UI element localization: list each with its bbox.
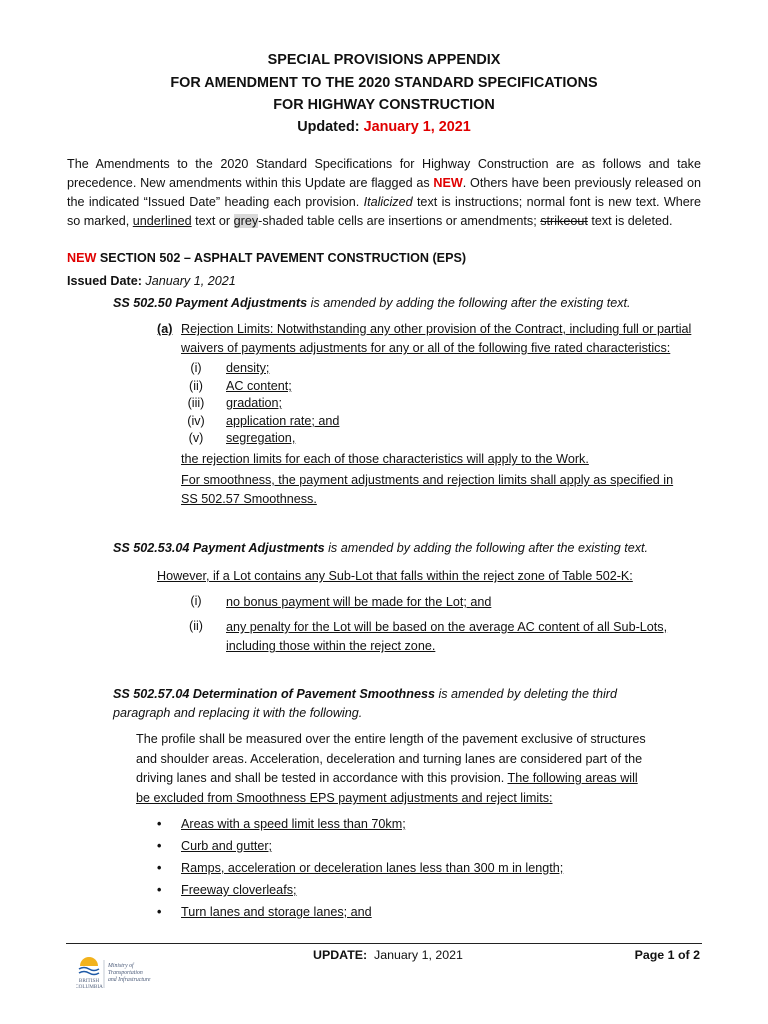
item-text: segregation, xyxy=(226,431,296,445)
new-flag: NEW xyxy=(433,176,463,190)
item-text: application rate; and xyxy=(226,414,340,428)
item-num: (i) xyxy=(190,594,202,608)
updated-line xyxy=(0,117,768,137)
profile-line-1: The profile shall be measured over the entire length of the pavement exclusive of structures xyxy=(136,732,646,746)
item-text: no bonus payment will be made for the Lot; and xyxy=(226,595,492,609)
list-item: • Freeway cloverleafs; xyxy=(157,883,297,897)
ss-502-57-04-instruction: SS 502.57.04 Determination of Pavement Smoothness is amended by deleting the third xyxy=(113,687,617,701)
title-line-1: SPECIAL PROVISIONS APPENDIX xyxy=(267,52,501,68)
logo-sun xyxy=(80,957,98,966)
item-text-continued: including those within the reject zone. xyxy=(226,639,436,653)
grey-highlight: grey xyxy=(233,214,259,228)
item-text: gradation; xyxy=(226,396,283,410)
item-num: (ii) xyxy=(189,379,203,393)
reject-zone-condition: However, if a Lot contains any Sub-Lot that falls within the reject zone of Table 502-K: xyxy=(157,569,633,583)
clause-a-after: the rejection limits for each of those characteristics will apply to the Work. xyxy=(181,452,589,466)
logo-ministry-1: Ministry of xyxy=(108,963,134,969)
item-num: (iv) xyxy=(187,414,205,428)
updated-label: Updated: xyxy=(297,119,360,135)
section-heading: NEW SECTION 502 – ASPHALT PAVEMENT CONSTRUCTION (EPS) xyxy=(67,251,467,265)
logo-ministry-2: Transportation xyxy=(108,970,143,976)
section-new-flag: NEW xyxy=(67,251,97,265)
smoothness-line-1: For smoothness, the payment adjustments and rejection limits shall apply as specified in xyxy=(181,473,674,487)
logo-wave xyxy=(79,968,99,971)
bc-logo-icon xyxy=(76,952,176,990)
list-item: • Ramps, acceleration or deceleration lanes less than 300 m in length; xyxy=(157,861,564,875)
list-item: • Curb and gutter; xyxy=(157,839,273,853)
item-text: any penalty for the Lot will be based on the average AC content of all Sub-Lots, xyxy=(226,620,668,634)
item-num: (v) xyxy=(188,431,204,445)
title-line-2: FOR AMENDMENT TO THE 2020 STANDARD SPECIFICATIONS xyxy=(170,75,598,91)
item-num: (i) xyxy=(190,361,202,375)
logo-province-2: COLUMBIA xyxy=(76,984,103,990)
issued-date: Issued Date: January 1, 2021 xyxy=(67,274,236,288)
ss-502-53-04-instruction: SS 502.53.04 Payment Adjustments is amended by adding the following after the existing text. xyxy=(113,541,649,555)
clause-a-line-1: Rejection Limits: Notwithstanding any other provision of the Contract, including full or partial xyxy=(181,322,692,336)
list-item: • Turn lanes and storage lanes; and xyxy=(157,905,372,919)
ministry-logo xyxy=(76,952,176,990)
footer-update: UPDATE: January 1, 2021 xyxy=(313,948,463,962)
logo-province-1: BRITISH xyxy=(78,978,100,984)
ss-502-57-04-instruction-2: paragraph and replacing it with the following. xyxy=(113,706,363,720)
profile-line-3: driving lanes and shall be tested in accordance with this provision. The following areas will xyxy=(136,771,638,785)
list-item: • Areas with a speed limit less than 70km; xyxy=(157,817,406,831)
profile-line-2: and shoulder areas. Acceleration, deceleration and turning lanes are considered part of the xyxy=(136,752,643,766)
clause-a-line-2: waivers of payments adjustments for any or all of the following five rated characteristics: xyxy=(181,341,671,355)
item-num: (iii) xyxy=(187,396,205,410)
smoothness-line-2: SS 502.57 Smoothness. xyxy=(181,492,317,506)
ss-502-50-instruction: SS 502.50 Payment Adjustments is amended by adding the following after the existing text. xyxy=(113,296,631,310)
footer-divider xyxy=(66,943,702,944)
profile-line-4: be excluded from Smoothness EPS payment adjustments and reject limits: xyxy=(136,791,553,805)
clause-a-label: (a) xyxy=(157,322,173,336)
intro-paragraph: The Amendments to the 2020 Standard Specifications for Highway Construction are as follows and take precedence. New amendments within this Update are flagged as NEW. Others have been previously released on the indicated “Issued Date” heading each provision. Italicized text is instructions; normal font is new text. Where so marked, underlined text or grey-shaded table cells are insertions or amendments; strikeout text is deleted. xyxy=(67,157,702,228)
item-text: density; xyxy=(226,361,270,375)
updated-date: January 1, 2021 xyxy=(363,119,471,135)
footer-page-number: Page 1 of 2 xyxy=(634,948,700,962)
strikeout-sample: strikeout xyxy=(540,214,588,228)
logo-wave xyxy=(79,972,99,975)
item-text: AC content; xyxy=(226,379,292,393)
logo-ministry-3: and Infrastructure xyxy=(108,977,151,983)
item-num: (ii) xyxy=(189,619,203,633)
title-line-3: FOR HIGHWAY CONSTRUCTION xyxy=(273,97,495,113)
